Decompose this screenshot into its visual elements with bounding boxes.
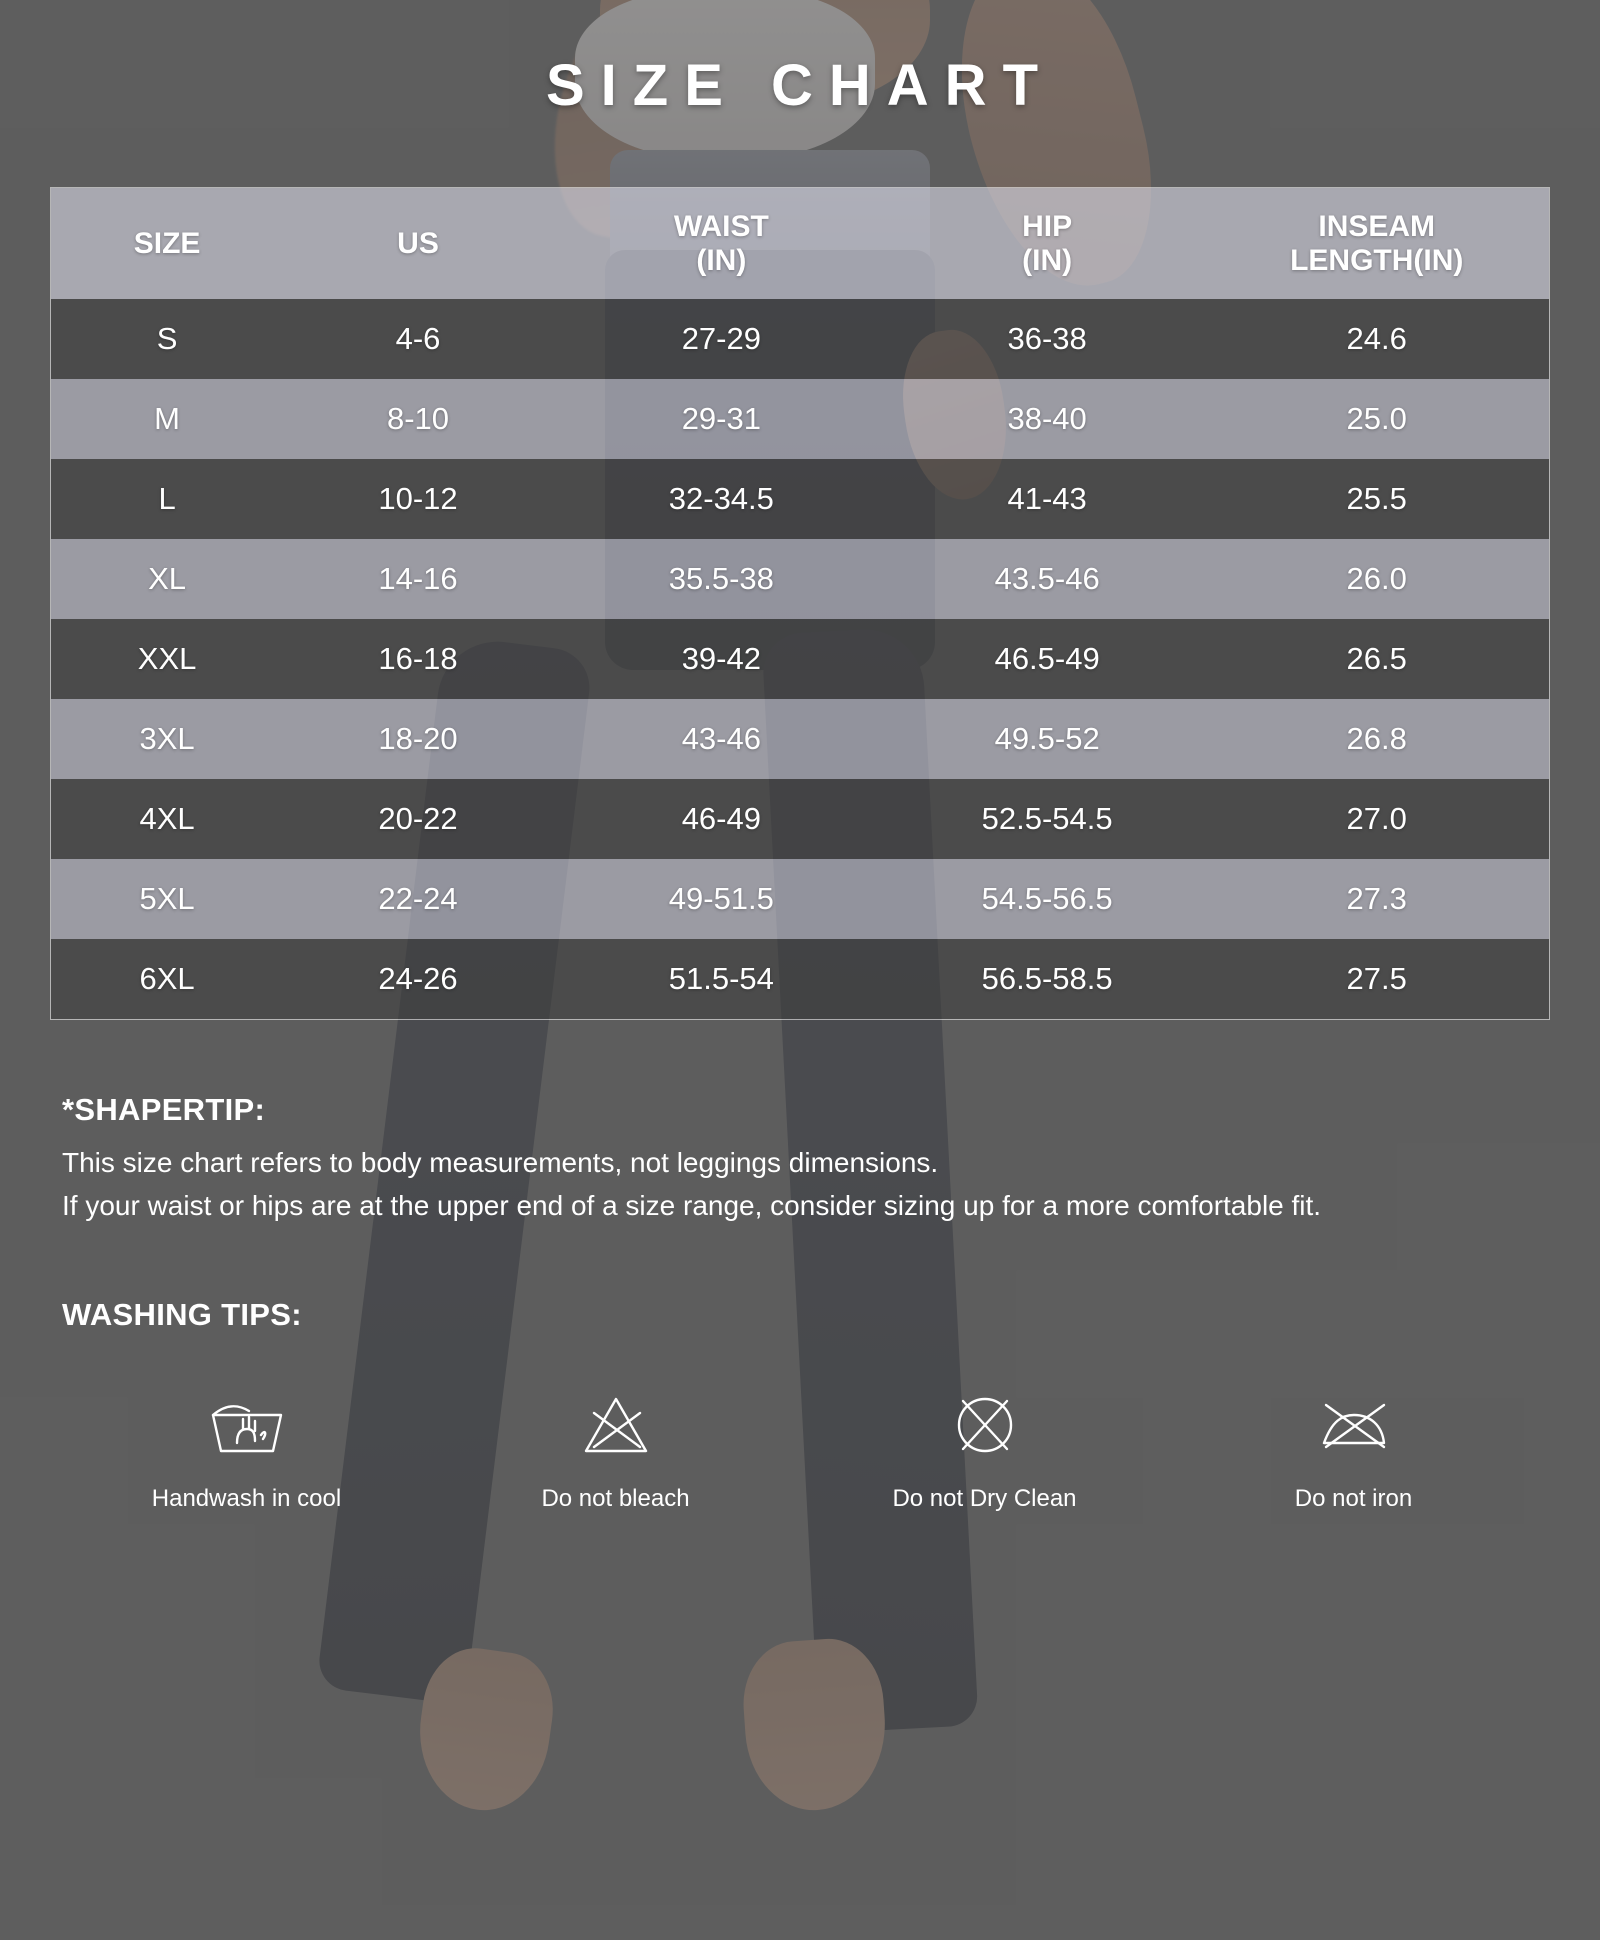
cell-us: 16-18 xyxy=(283,619,553,699)
cell-hip: 52.5-54.5 xyxy=(890,779,1205,859)
cell-us: 22-24 xyxy=(283,859,553,939)
table-row xyxy=(51,539,1549,619)
cell-inseam: 27.3 xyxy=(1204,859,1549,939)
wash-item-do-not-dry-clean xyxy=(800,1379,1169,1513)
wash-item-do-not-iron xyxy=(1169,1379,1538,1513)
column-header-us-label: US xyxy=(397,226,439,260)
handwash-icon xyxy=(197,1379,297,1471)
cell-waist: 39-42 xyxy=(553,619,890,699)
column-header-inseam xyxy=(1204,188,1549,299)
column-header-waist xyxy=(553,188,890,299)
page-title: SIZE CHART xyxy=(546,53,1054,118)
washing-icon-row xyxy=(62,1379,1538,1513)
cell-waist: 49-51.5 xyxy=(553,859,890,939)
shapertip-line-1: This size chart refers to body measurements, not leggings dimensions. xyxy=(62,1147,939,1179)
cell-hip: 49.5-52 xyxy=(890,699,1205,779)
cell-us: 24-26 xyxy=(283,939,553,1019)
shapertip-section xyxy=(62,1092,1538,1227)
cell-waist: 27-29 xyxy=(553,299,890,379)
column-header-us xyxy=(283,188,553,299)
cell-hip: 46.5-49 xyxy=(890,619,1205,699)
wash-label-do-not-iron: Do not iron xyxy=(1294,1485,1413,1513)
wash-item-handwash xyxy=(62,1379,431,1513)
cell-waist: 29-31 xyxy=(553,379,890,459)
size-table-header xyxy=(51,188,1549,299)
wash-label-do-not-dry-clean: Do not Dry Clean xyxy=(892,1485,1077,1513)
column-header-hip xyxy=(890,188,1205,299)
cell-waist: 43-46 xyxy=(553,699,890,779)
shapertip-line-2: If your waist or hips are at the upper end of a size range, consider sizing up for a more comfortable fit. xyxy=(62,1189,1322,1221)
do-not-bleach-icon xyxy=(566,1379,666,1471)
column-header-hip-label: HIP (IN) xyxy=(1022,210,1073,277)
washing-tips-section xyxy=(62,1297,1538,1513)
cell-us: 20-22 xyxy=(283,779,553,859)
shapertip-heading: *SHAPERTIP: xyxy=(62,1092,266,1128)
table-row xyxy=(51,379,1549,459)
cell-size: 6XL xyxy=(51,939,283,1019)
size-table-body xyxy=(51,299,1549,1019)
cell-us: 14-16 xyxy=(283,539,553,619)
cell-inseam: 24.6 xyxy=(1204,299,1549,379)
cell-waist: 32-34.5 xyxy=(553,459,890,539)
column-header-waist-label: WAIST (IN) xyxy=(673,210,769,277)
cell-size: S xyxy=(51,299,283,379)
cell-inseam: 26.5 xyxy=(1204,619,1549,699)
wash-label-handwash: Handwash in cool xyxy=(151,1485,342,1513)
cell-us: 18-20 xyxy=(283,699,553,779)
size-table xyxy=(51,188,1549,1019)
cell-hip: 38-40 xyxy=(890,379,1205,459)
cell-waist: 46-49 xyxy=(553,779,890,859)
cell-size: 4XL xyxy=(51,779,283,859)
cell-inseam: 25.5 xyxy=(1204,459,1549,539)
cell-inseam: 26.8 xyxy=(1204,699,1549,779)
table-header-row xyxy=(51,188,1549,299)
cell-size: M xyxy=(51,379,283,459)
table-row xyxy=(51,939,1549,1019)
cell-inseam: 27.5 xyxy=(1204,939,1549,1019)
cell-inseam: 25.0 xyxy=(1204,379,1549,459)
cell-hip: 54.5-56.5 xyxy=(890,859,1205,939)
wash-item-do-not-bleach xyxy=(431,1379,800,1513)
wash-label-do-not-bleach: Do not bleach xyxy=(541,1485,690,1513)
cell-size: XXL xyxy=(51,619,283,699)
table-row xyxy=(51,619,1549,699)
column-header-size-label: SIZE xyxy=(133,226,201,260)
cell-us: 8-10 xyxy=(283,379,553,459)
do-not-dry-clean-icon xyxy=(935,1379,1035,1471)
cell-size: L xyxy=(51,459,283,539)
cell-waist: 35.5-38 xyxy=(553,539,890,619)
table-row xyxy=(51,859,1549,939)
cell-size: 5XL xyxy=(51,859,283,939)
cell-size: 3XL xyxy=(51,699,283,779)
table-row xyxy=(51,779,1549,859)
cell-hip: 36-38 xyxy=(890,299,1205,379)
size-table-container xyxy=(50,187,1550,1020)
cell-us: 4-6 xyxy=(283,299,553,379)
washing-tips-heading: WASHING TIPS: xyxy=(62,1297,302,1333)
column-header-inseam-label: INSEAM LENGTH(IN) xyxy=(1290,210,1464,277)
cell-waist: 51.5-54 xyxy=(553,939,890,1019)
table-row xyxy=(51,299,1549,379)
cell-us: 10-12 xyxy=(283,459,553,539)
cell-size: XL xyxy=(51,539,283,619)
table-row xyxy=(51,699,1549,779)
table-row xyxy=(51,459,1549,539)
column-header-size xyxy=(51,188,283,299)
cell-inseam: 27.0 xyxy=(1204,779,1549,859)
cell-hip: 56.5-58.5 xyxy=(890,939,1205,1019)
cell-hip: 43.5-46 xyxy=(890,539,1205,619)
cell-hip: 41-43 xyxy=(890,459,1205,539)
do-not-iron-icon xyxy=(1304,1379,1404,1471)
cell-inseam: 26.0 xyxy=(1204,539,1549,619)
